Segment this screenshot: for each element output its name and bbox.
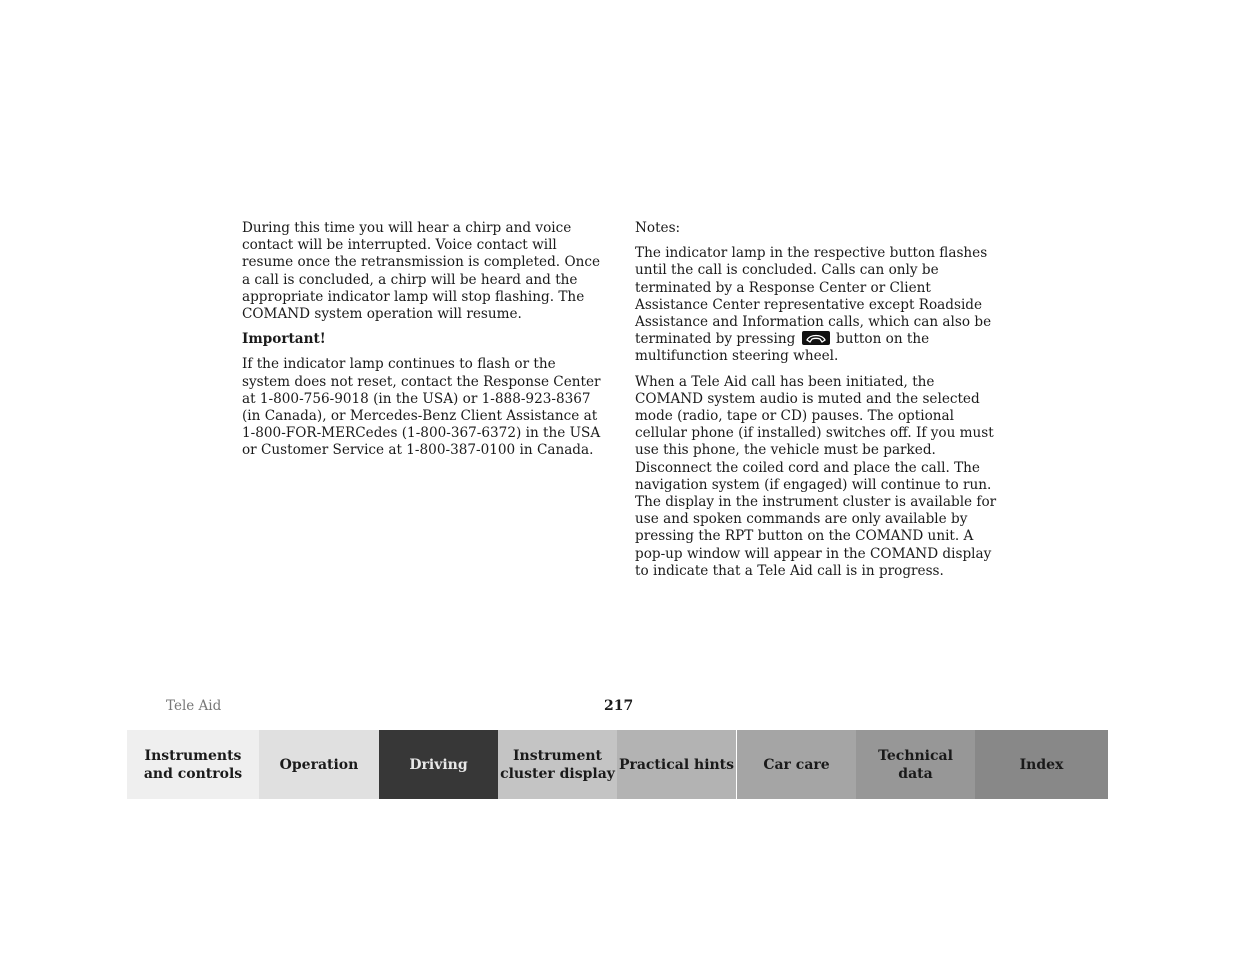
nav-tab-label: Practical hints [618,756,735,773]
nav-tab-label: Technical data [878,747,953,782]
notes-heading: Notes: [635,220,681,236]
nav-tab-label: Driving [409,756,468,773]
right-paragraph-1-start: The indicator lamp in the respective button flashes until the call is concluded. Calls can only be terminated by a Response Center or Client Assistance Center representative except Roadside Assistance and Information calls, which can also be terminated by pressing [635,245,992,348]
section-nav-bar [127,730,1108,799]
page-number: 217 [604,698,634,714]
nav-tab-instrument-cluster-display[interactable] [498,730,617,799]
nav-tab-car-care[interactable] [737,730,856,799]
nav-tab-label: Instrument cluster display [500,747,615,782]
nav-tab-operation[interactable] [259,730,379,799]
left-column [242,220,604,468]
left-paragraph-1: During this time you will hear a chirp and voice contact will be interrupted. Voice contact will resume once the retransmission is completed. Once a call is concluded, a chirp will be heard and the appropriate indicator lamp will stop flashing. The COMAND system operation will resume. [242,220,601,323]
nav-tab-practical-hints[interactable] [617,730,737,799]
important-heading: Important! [242,331,326,348]
right-column [635,220,997,588]
nav-tab-index[interactable] [975,730,1108,799]
right-paragraph-1 [635,245,997,365]
section-label: Tele Aid [166,698,222,714]
nav-tab-instruments-and-controls[interactable] [127,730,259,799]
end-call-icon [802,331,830,345]
left-paragraph-2: If the indicator lamp continues to flash or the system does not reset, contact the Response Center at 1-800-756-9018 (in the USA) or 1-888-923-8367 (in Canada), or Mercedes-Benz Client Assistance at 1-800-FOR-MERCedes (1-800-367-6372) in the USA or Customer Service at 1-800-387-0100 in Canada. [242,356,601,459]
nav-tab-label: Operation [279,756,359,773]
nav-tab-technical-data[interactable] [856,730,975,799]
nav-tab-label: Car care [763,756,830,773]
nav-tab-label: Instruments and controls [143,747,243,782]
nav-tab-driving[interactable] [379,730,498,799]
right-paragraph-2: When a Tele Aid call has been initiated, the COMAND system audio is muted and the selected mode (radio, tape or CD) pauses. The optional cellular phone (if installed) switches off. If you must use this phone, the vehicle must be parked. Disconnect the coiled cord and place the call. The navigation system (if engaged) will continue to run. The display in the instrument cluster is available for use and spoken commands are only available by pressing the RPT button on the COMAND unit. A pop-up window will appear in the COMAND display to indicate that a Tele Aid call is in progress. [635,373,997,579]
nav-tab-label: Index [1019,756,1064,773]
right-paragraph-1-end: button on the multifunction steering wheel. [635,331,930,365]
